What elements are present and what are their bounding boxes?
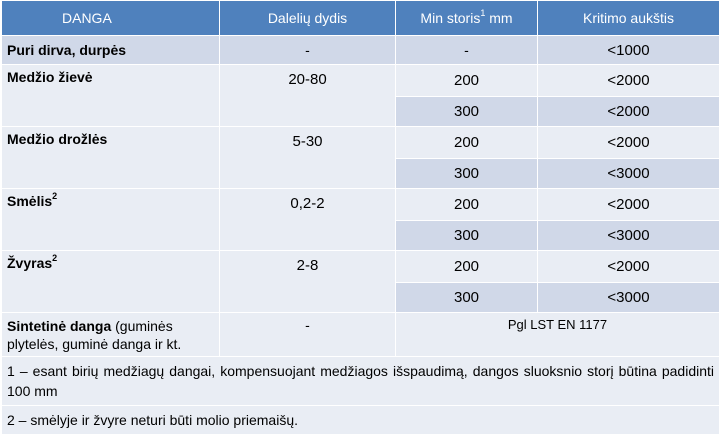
cell-storis: 200 xyxy=(396,251,538,283)
cell-storis: 300 xyxy=(396,221,538,251)
header-storis-text: Min storis xyxy=(420,10,481,26)
cell-aukstis: <1000 xyxy=(538,36,720,65)
table-row xyxy=(2,65,720,97)
row-name xyxy=(2,251,220,313)
header-dydis: Dalelių dydis xyxy=(220,1,396,36)
row-name xyxy=(2,313,220,357)
cell-aukstis: <2000 xyxy=(538,127,720,159)
header-storis-unit: mm xyxy=(485,10,513,26)
table-row xyxy=(2,313,720,357)
header-storis xyxy=(396,1,538,36)
cell-aukstis: <3000 xyxy=(538,221,720,251)
header-storis-sup: 1 xyxy=(480,8,486,19)
cell-aukstis: <3000 xyxy=(538,159,720,189)
cell-dydis: 2-8 xyxy=(220,251,396,313)
table-row xyxy=(2,189,720,221)
cell-dydis: 20-80 xyxy=(220,65,396,127)
cell-aukstis: <2000 xyxy=(538,65,720,97)
cell-storis: 300 xyxy=(396,159,538,189)
table-row xyxy=(2,36,720,65)
table-row xyxy=(2,251,720,283)
cell-aukstis: <3000 xyxy=(538,283,720,313)
cell-dydis: 0,2-2 xyxy=(220,189,396,251)
footnote-ref: 2 xyxy=(52,253,58,264)
cell-aukstis: <2000 xyxy=(538,97,720,127)
row-name: Medžio žievė xyxy=(2,65,220,127)
row-name: Medžio drožlės xyxy=(2,127,220,189)
cell-dydis: - xyxy=(220,36,396,65)
table-header-row xyxy=(2,1,720,36)
cell-dydis: 5-30 xyxy=(220,127,396,189)
cell-aukstis: <2000 xyxy=(538,251,720,283)
row-name xyxy=(2,189,220,251)
row-name-text: Žvyras xyxy=(7,255,53,271)
cell-aukstis: <2000 xyxy=(538,189,720,221)
footnote-1: 1 – esant birių medžiagų dangai, kompensuojant medžiagos išspaudimą, dangos sluoksnio storį būtina padidinti 100 mm xyxy=(2,357,720,406)
row-name: Puri dirva, durpės xyxy=(2,36,220,65)
cell-standard: Pgl LST EN 1177 xyxy=(396,313,720,357)
row-name-text: Smėlis xyxy=(7,193,53,209)
cell-storis: 200 xyxy=(396,189,538,221)
cell-storis: 300 xyxy=(396,97,538,127)
header-danga: DANGA xyxy=(2,1,220,36)
row-name-detail: (guminės plytelės, guminė danga ir kt. xyxy=(7,318,182,352)
footnote-row xyxy=(2,357,720,406)
row-name-text: Sintetinė danga xyxy=(7,318,112,334)
surface-table xyxy=(1,0,720,435)
cell-storis: - xyxy=(396,36,538,65)
cell-dydis: - xyxy=(220,313,396,357)
footnote-row xyxy=(2,406,720,435)
header-aukstis: Kritimo aukštis xyxy=(538,1,720,36)
footnote-2: 2 – smėlyje ir žvyre neturi būti molio priemaišų. xyxy=(2,406,720,435)
cell-storis: 200 xyxy=(396,127,538,159)
cell-storis: 200 xyxy=(396,65,538,97)
footnote-ref: 2 xyxy=(52,191,58,202)
cell-storis: 300 xyxy=(396,283,538,313)
table-row xyxy=(2,127,720,159)
